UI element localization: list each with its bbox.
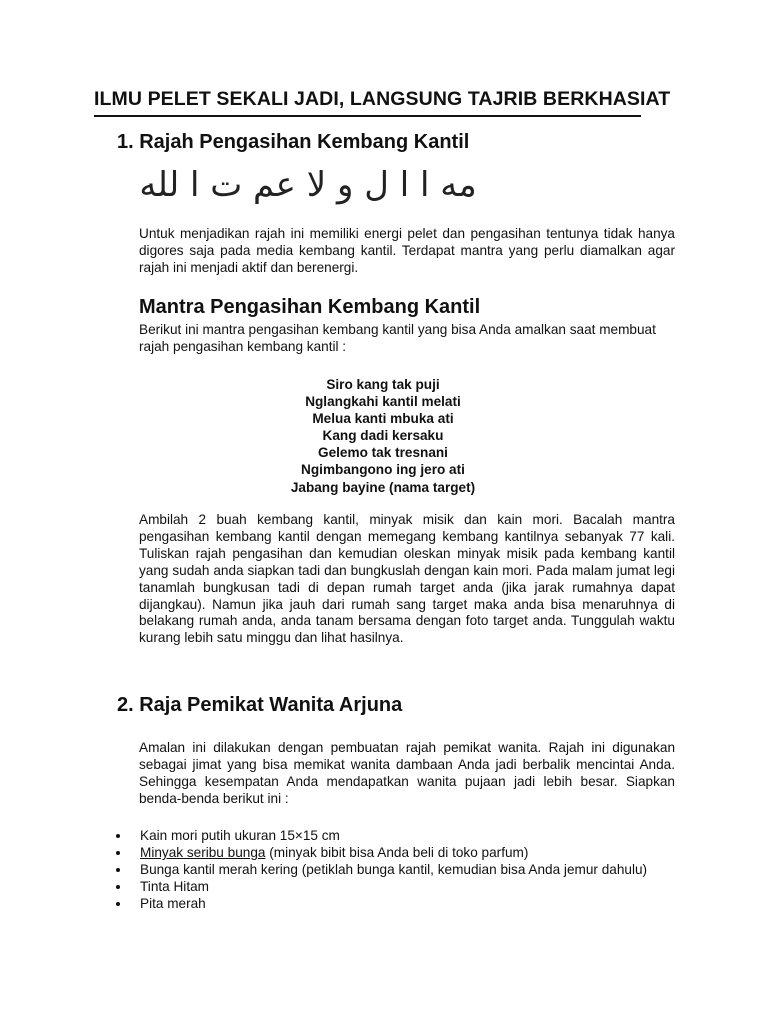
title-underline (94, 115, 641, 117)
section1-intro-paragraph: Untuk menjadikan rajah ini memiliki energi pelet dan pengasihan tentunya tidak hanya digores saja pada media kembang kantil. Terdapat mantra yang perlu diamalkan agar rajah ini menjadi aktif dan berenergi. (139, 226, 675, 275)
list-item (116, 861, 676, 878)
list-item (116, 844, 676, 861)
list-item-text: Kain mori putih ukuran 15×15 cm (140, 828, 340, 843)
page-title: ILMU PELET SEKALI JADI, LANGSUNG TAJRIB BERKHASIAT (94, 88, 671, 110)
mantra-line: Nglangkahi kantil melati (305, 394, 461, 410)
list-item-text: Bunga kantil merah kering (petiklah bunga kantil, kemudian bisa Anda jemur dahulu) (140, 862, 648, 877)
bullet-icon (116, 851, 120, 855)
mantra-lines (139, 376, 627, 496)
bullet-icon (116, 868, 120, 872)
list-item (116, 878, 676, 895)
mantra-line: Melua kanti mbuka ati (312, 411, 454, 427)
bullet-icon (116, 902, 120, 906)
instructions-paragraph: Ambilah 2 buah kembang kantil, minyak misik dan kain mori. Bacalah mantra pengasihan kembang kantil dengan memegang kembang kantilnya sebanyak 77 kali. Tuliskan rajah pengasihan dan kemudian oleskan minyak misik pada kembang kantil yang sudah anda siapkan tadi dan bungkuslah dengan kain mori. Pada malam jumat legi tanamlah bungkusan tadi di depan rumah target anda (jika jarak rumahnya dapat dijangkau). Namun jika jauh dari rumah sang target maka anda bisa menaruhnya di belakang rumah anda, anda tanam bersama dengan foto target anda. Tunggulah waktu kurang lebih satu minggu dan lihat hasilnya. (139, 512, 675, 646)
bullet-icon (116, 885, 120, 889)
materials-list (116, 827, 676, 912)
mantra-line: Gelemo tak tresnani (318, 445, 448, 461)
mantra-line: Jabang bayine (nama target) (290, 479, 476, 495)
section1-heading: 1. Rajah Pengasihan Kembang Kantil (117, 131, 470, 153)
bullet-icon (116, 834, 120, 838)
list-item-text: Pita merah (140, 896, 206, 911)
mantra-intro-paragraph: Berikut ini mantra pengasihan kembang kantil yang bisa Anda amalkan saat membuat rajah pengasihan kembang kantil : (139, 322, 656, 354)
list-item (116, 827, 676, 844)
arabic-rajah-script: مه ا ا ل و لا عم ت ا لله (139, 165, 477, 205)
mantra-line: Kang dadi kersaku (322, 428, 444, 444)
section2-intro-paragraph: Amalan ini dilakukan dengan pembuatan rajah pemikat wanita. Rajah ini digunakan sebagai jimat yang bisa memikat wanita dambaan Anda jadi berbalik mencintai Anda. Sehingga kesempatan Anda mendapatkan wanita pujaan jadi lebih besar. Siapkan benda-benda berikut ini : (139, 740, 675, 806)
mantra-heading: Mantra Pengasihan Kembang Kantil (139, 296, 481, 318)
list-item (116, 895, 676, 912)
section2-heading: 2. Raja Pemikat Wanita Arjuna (117, 694, 403, 716)
mantra-line: Siro kang tak puji (326, 377, 440, 392)
list-item-text: Tinta Hitam (140, 879, 209, 894)
mantra-line: Ngimbangono ing jero ati (301, 462, 465, 478)
minyak-seribu-bunga-link[interactable]: Minyak seribu bunga (140, 845, 266, 860)
list-item-text: (minyak bibit bisa Anda beli di toko parfum) (265, 845, 529, 860)
